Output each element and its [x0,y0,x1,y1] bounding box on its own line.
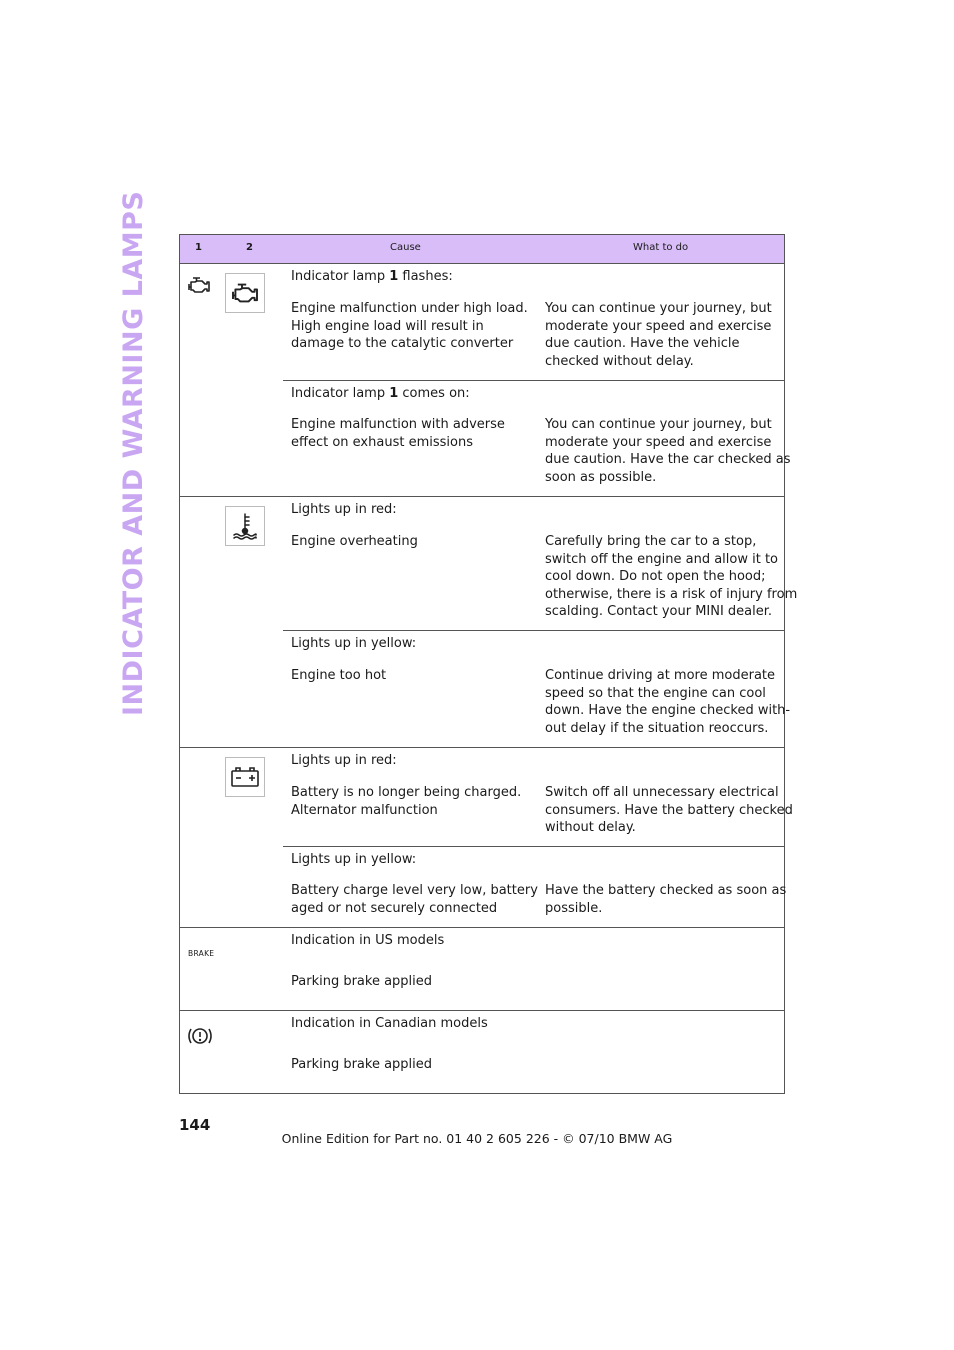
temp-yellow-cause: Engine too hot [291,668,387,683]
temp-yellow-lead: Lights up in yellow: [291,636,417,651]
battery-charge-icon-box [225,757,265,797]
engine-flash-todo: You can continue your journey, but moderate your speed and exercise due caution. Have the vehicle checked without delay. [545,301,772,369]
coolant-temperature-icon [230,511,260,541]
brake-us-cause: Parking brake applied [291,974,433,989]
engine-flash-lead: Indicator lamp 1 flashes: [291,269,453,284]
engine-on-todo: You can continue your journey, but moderate your speed and exercise due caution. Have the car checked as soon as possible. [545,417,791,485]
battery-yellow-todo: Have the battery checked as soon as possible. [545,883,787,916]
engine-check-icon-box [225,273,265,313]
row-divider [180,927,784,928]
temp-red-todo: Carefully bring the car to a stop, switch off the engine and allow it to cool down. Do not open the hood; otherwise, there is a risk of injury from scalding. Contact your MINI dealer. [545,534,798,620]
battery-red-lead: Lights up in red: [291,753,397,768]
battery-red-cause: Battery is no longer being charged. Alternator malfunction [291,785,522,818]
row-divider [180,1010,784,1011]
temp-yellow-todo: Continue driving at more moderate speed so that the engine can cool down. Have the engine checked with- out delay if the situation reoccurs. [545,668,791,736]
battery-red-todo: Switch off all unnecessary electrical consumers. Have the battery checked without delay. [545,785,793,836]
row-divider [283,630,784,631]
page-number: 144 [179,1116,211,1134]
header-col-1: 1 [195,242,202,253]
header-cause: Cause [390,242,421,253]
brake-text-icon: BRAKE [188,949,215,958]
battery-charge-icon [229,765,261,789]
engine-check-icon [186,275,212,299]
temp-red-cause: Engine overheating [291,534,418,549]
brake-us-lead: Indication in US models [291,933,445,948]
battery-yellow-lead: Lights up in yellow: [291,852,417,867]
coolant-temperature-icon-box [225,506,265,546]
row-divider [283,846,784,847]
footer-text: Online Edition for Part no. 01 40 2 605 226 - © 07/10 BMW AG [281,1131,673,1146]
engine-check-icon [229,281,261,305]
table-header [180,235,784,264]
engine-on-lead: Indicator lamp 1 comes on: [291,386,470,401]
row-divider [283,380,784,381]
temp-red-lead: Lights up in red: [291,502,397,517]
row-divider [180,496,784,497]
engine-flash-cause: Engine malfunction under high load. High engine load will result in damage to the catalytic converter [291,301,528,352]
brake-ca-cause: Parking brake applied [291,1057,433,1072]
row-divider [180,747,784,748]
header-what-to-do: What to do [633,242,689,253]
brake-ca-lead: Indication in Canadian models [291,1016,488,1031]
engine-on-cause: Engine malfunction with adverse effect on exhaust emissions [291,417,505,450]
parking-brake-icon [187,1025,213,1051]
header-col-2: 2 [246,242,253,253]
battery-yellow-cause: Battery charge level very low, battery aged or not securely connected [291,883,538,916]
section-side-title: INDICATOR AND WARNING LAMPS [118,190,149,716]
indicator-table [179,234,798,1094]
